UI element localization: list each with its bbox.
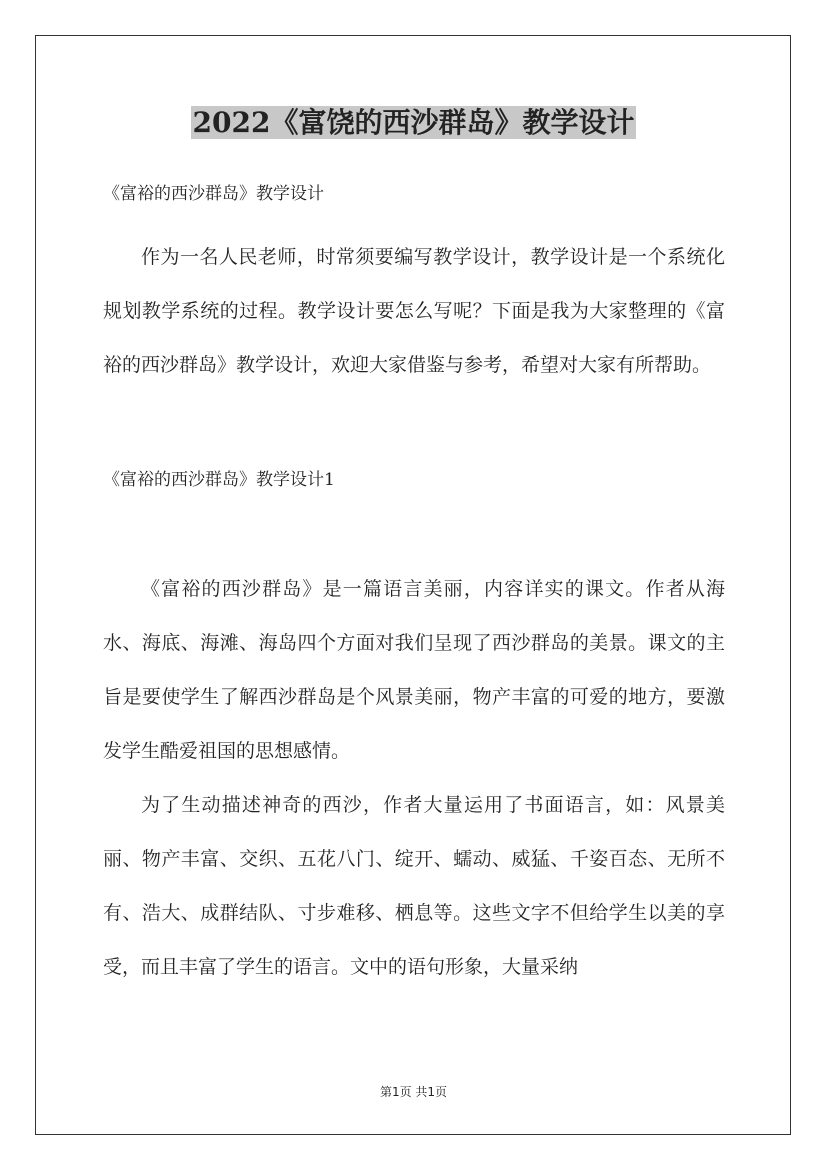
body-paragraph-2: 为了生动描述神奇的西沙，作者大量运用了书面语言，如：风景美丽、物产丰富、交织、五花八门、绽开、蠕动、威猛、千姿百态、无所不有、浩大、成群结队、寸步难移、栖息等。这些文字不但给学生以美的享受，而且丰富了学生的语言。文中的语句形象，大量采纳 <box>103 794 725 978</box>
spacer <box>103 498 725 562</box>
document-title <box>0 103 827 143</box>
page-number: 第1页 共1页 <box>379 1085 448 1099</box>
section-heading: 《富裕的西沙群岛》教学设计1 <box>103 470 335 490</box>
spacer <box>103 392 725 462</box>
intro-paragraph: 作为一名人民老师，时常须要编写教学设计，教学设计是一个系统化规划教学系统的过程。教学设计要怎么写呢？下面是我为大家整理的《富裕的西沙群岛》教学设计，欢迎大家借鉴与参考，希望对大家有所帮助。 <box>103 246 725 376</box>
subtitle: 《富裕的西沙群岛》教学设计 <box>103 184 324 204</box>
document-body <box>103 176 725 994</box>
body-paragraph-1: 《富裕的西沙群岛》是一篇语言美丽，内容详实的课文。作者从海水、海底、海滩、海岛四个方面对我们呈现了西沙群岛的美景。课文的主旨是要使学生了解西沙群岛是个风景美丽，物产丰富的可爱的地方，要激发学生酷爱祖国的思想感情。 <box>103 578 725 762</box>
document-title-text: 2022《富饶的西沙群岛》教学设计 <box>192 106 635 139</box>
spacer <box>103 212 725 230</box>
